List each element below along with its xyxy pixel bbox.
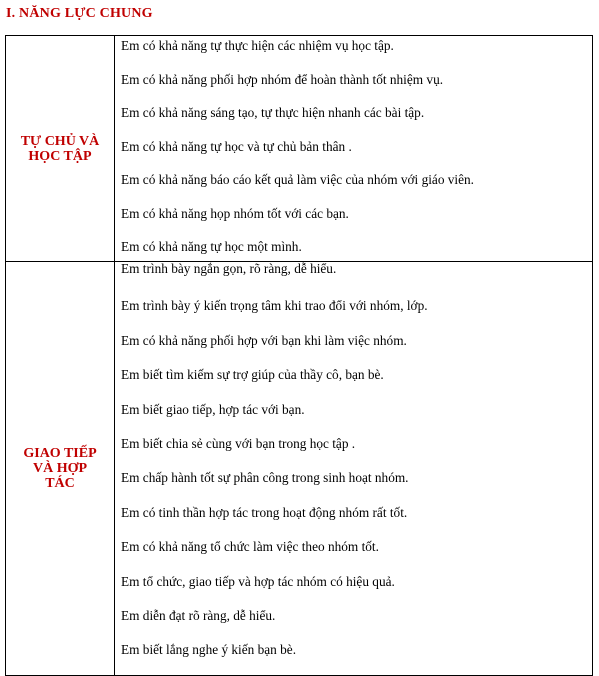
- list-item: Em có khả năng tự học một mình.: [121, 239, 302, 254]
- items-cell: [115, 262, 593, 676]
- list-item: Em chấp hành tốt sự phân công trong sinh hoạt nhóm.: [121, 470, 409, 486]
- list-item: Em tổ chức, giao tiếp và hợp tác nhóm có hiệu quả.: [121, 573, 395, 589]
- items-cell: [115, 36, 593, 262]
- table-row: [6, 36, 593, 262]
- list-item: Em có khả năng phối hợp nhóm để hoàn thành tốt nhiệm vụ.: [121, 71, 444, 87]
- competency-table: [5, 35, 593, 676]
- list-item: Em có khả năng sáng tạo, tự thực hiện nhanh các bài tập.: [121, 105, 425, 120]
- list-item: Em có khả năng tự thực hiện các nhiệm vụ học tập.: [121, 38, 394, 53]
- category-cell: [6, 262, 115, 676]
- category-label-line: HỌC TẬP: [28, 148, 92, 164]
- section-heading: I. NĂNG LỰC CHUNG: [6, 6, 153, 21]
- category-label-line: GIAO TIẾP: [23, 445, 97, 461]
- category-label-line: VÀ HỢP: [32, 460, 88, 476]
- list-item: Em có tinh thần hợp tác trong hoạt động nhóm rất tốt.: [121, 504, 408, 520]
- list-item: Em biết tìm kiếm sự trợ giúp của thầy cô, bạn bè.: [121, 367, 384, 383]
- list-item: Em có khả năng tổ chức làm việc theo nhóm tốt.: [121, 539, 379, 555]
- list-item: Em biết lắng nghe ý kiến bạn bè.: [121, 642, 297, 658]
- category-label-line: TÁC: [45, 475, 75, 491]
- list-item: Em có khả năng họp nhóm tốt với các bạn.: [121, 205, 349, 221]
- category-label-line: TỰ CHỦ VÀ: [20, 133, 100, 149]
- category-cell: [6, 36, 115, 262]
- table-row: [6, 262, 593, 676]
- list-item: Em biết chia sẻ cùng với bạn trong học tập .: [121, 435, 356, 451]
- list-item: Em biết giao tiếp, hợp tác với bạn.: [121, 401, 305, 417]
- list-item: Em trình bày ngắn gọn, rõ ràng, dễ hiểu.: [121, 262, 337, 276]
- list-item: Em trình bày ý kiến trọng tâm khi trao đổi với nhóm, lớp.: [121, 298, 428, 314]
- list-item: Em có khả năng báo cáo kết quả làm việc của nhóm với giáo viên.: [121, 172, 475, 187]
- list-item: Em diễn đạt rõ ràng, dễ hiểu.: [121, 607, 276, 623]
- list-item: Em có khả năng phối hợp với bạn khi làm việc nhóm.: [121, 332, 407, 348]
- list-item: Em có khả năng tự học và tự chủ bản thân .: [121, 138, 352, 154]
